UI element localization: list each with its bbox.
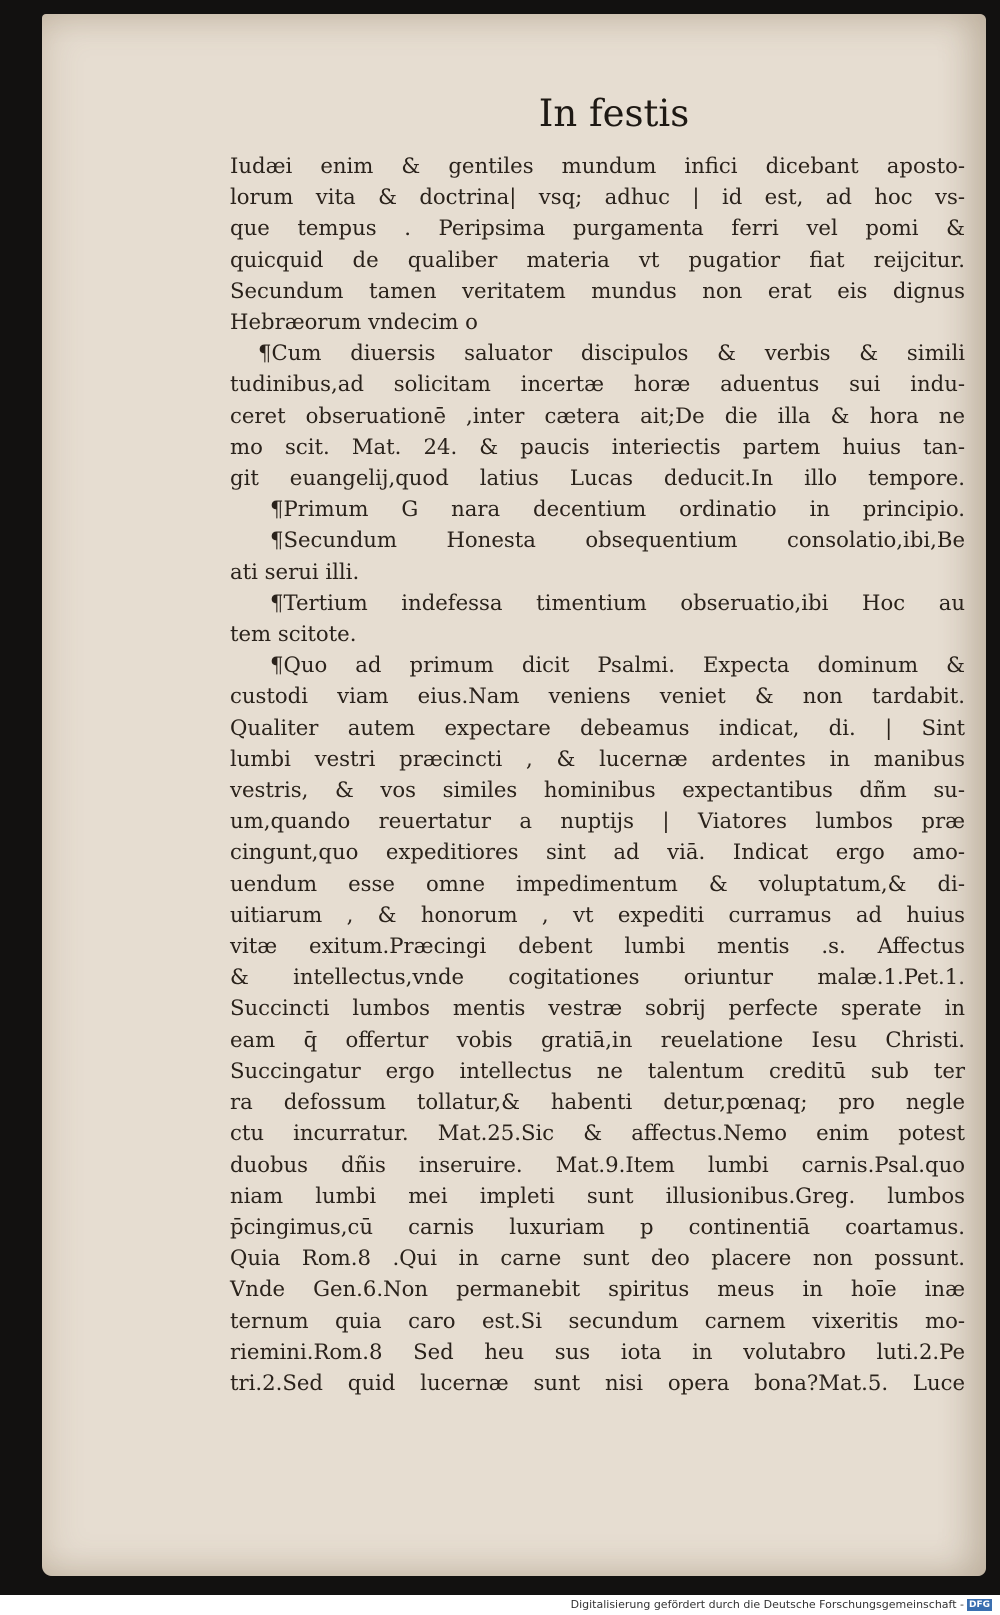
book-page <box>42 14 986 1576</box>
body-text <box>230 150 965 1398</box>
text-line: ctu incurratur. Mat.25.Sic & affectus.Nemo enim potest <box>230 1120 965 1146</box>
text-line: Vnde Gen.6.Non permanebit spiritus meus in hoīe inæ <box>230 1276 965 1302</box>
dfg-logo-badge: DFG <box>968 1600 990 1610</box>
text-line: uitiarum , & honorum , vt expediti curramus ad huius <box>230 901 965 927</box>
text-line: que tempus . Peripsima purgamenta ferri vel pomi & <box>230 215 965 241</box>
text-line: ¶Cum diuersis saluator discipulos & verbis & simili <box>258 340 965 366</box>
text-line: uendum esse omne impedimentum & voluptatum,& di- <box>230 870 965 896</box>
text-line: ¶Primum G nara decentium ordinatio in principio. <box>270 496 965 522</box>
text-line: vitæ exitum.Præcingi debent lumbi mentis .s. Affectus <box>230 933 965 959</box>
text-line: vestris, & vos similes hominibus expectantibus dñm su- <box>230 777 965 803</box>
text-line: niam lumbi mei impleti sunt illusionibus.Greg. lumbos <box>230 1182 965 1208</box>
text-line: tri.2.Sed quid lucernæ sunt nisi opera bona?Mat.5. Luce <box>230 1369 965 1395</box>
text-line: ¶Quo ad primum dicit Psalmi. Expecta dominum & <box>270 652 965 678</box>
text-line: Quia Rom.8 .Qui in carne sunt deo placere non possunt. <box>230 1245 965 1271</box>
text-line: ati serui illi. <box>230 558 360 584</box>
text-line: ¶Tertium indefessa timentium obseruatio,ibi Hoc au <box>270 589 965 615</box>
text-line: & intellectus,vnde cogitationes oriuntur malæ.1.Pet.1. <box>230 964 965 990</box>
text-line: Qualiter autem expectare debeamus indicat, di. | Sint <box>230 714 965 740</box>
text-line: Secundum tamen veritatem mundus non erat eis dignus <box>230 277 965 303</box>
text-line: Succingatur ergo intellectus ne talentum creditū sub ter <box>230 1057 965 1083</box>
text-line: ra defossum tollatur,& habenti detur,pœnaq; pro negle <box>230 1089 965 1115</box>
text-line: mo scit. Mat. 24. & paucis interiectis partem huius tan- <box>230 433 965 459</box>
running-head: In festis <box>538 92 690 135</box>
text-line: Iudæi enim & gentiles mundum infici dicebant aposto- <box>230 153 965 178</box>
text-line: um,quando reuertatur a nuptijs | Viatores lumbos præ <box>230 808 965 834</box>
text-line: ternum quia caro est.Si secundum carnem vixeritis mo- <box>230 1307 965 1333</box>
text-line: tem scitote. <box>230 621 357 647</box>
text-line: cingunt,quo expeditiores sint ad viā. Indicat ergo amo- <box>230 839 965 865</box>
text-line: lumbi vestri præcincti , & lucernæ ardentes in manibus <box>230 745 965 771</box>
text-line: Hebræorum vndecim o <box>230 309 478 335</box>
text-line: eam q̄ offertur vobis gratiā,in reuelatione Iesu Christi. <box>230 1026 965 1052</box>
text-line: p̄cingimus,cū carnis luxuriam p continentiā coartamus. <box>230 1213 965 1239</box>
digitization-credit <box>0 1595 1000 1615</box>
text-line: git euangelij,quod latius Lucas deducit.In illo tempore. <box>230 465 965 491</box>
text-line: riemini.Rom.8 Sed heu sus iota in volutabro luti.2.Pe <box>230 1338 965 1364</box>
text-line: ceret obseruationē ,inter cætera ait;De die illa & hora ne <box>230 402 965 428</box>
text-line: ¶Secundum Honesta obsequentium consolatio,ibi,Be <box>270 527 965 553</box>
text-line: duobus dñis inseruire. Mat.9.Item lumbi carnis.Psal.quo <box>230 1151 965 1177</box>
text-line: tudinibus,ad solicitam incertæ horæ aduentus sui indu- <box>230 371 965 397</box>
text-line: lorum vita & doctrina| vsq; adhuc | id est, ad hoc vs- <box>230 184 965 210</box>
text-line: quicquid de qualiber materia vt pugatior fiat reijcitur. <box>230 246 965 272</box>
text-line: Succincti lumbos mentis vestræ sobrij perfecte sperate in <box>230 995 965 1021</box>
text-line: custodi viam eius.Nam veniens veniet & non tardabit. <box>230 683 965 709</box>
credit-text: Digitalisierung gefördert durch die Deutsche Forschungsgemeinschaft - <box>570 1598 964 1611</box>
